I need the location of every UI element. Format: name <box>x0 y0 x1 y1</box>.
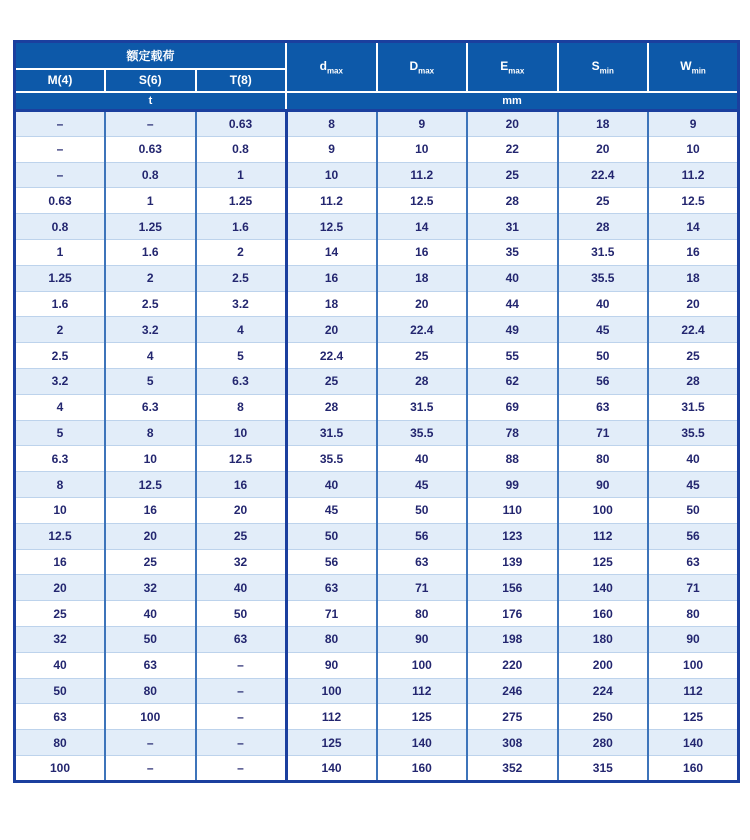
table-cell: 56 <box>648 523 739 549</box>
table-row <box>15 162 739 188</box>
header-group-row <box>15 42 739 69</box>
table-cell: 156 <box>467 575 558 601</box>
table-cell: 25 <box>105 549 196 575</box>
table-cell: – <box>105 111 196 137</box>
table-cell: 140 <box>558 575 649 601</box>
table-cell: 4 <box>196 317 287 343</box>
table-cell: 18 <box>286 291 377 317</box>
table-cell: 16 <box>286 265 377 291</box>
table-cell: 90 <box>377 626 468 652</box>
table-cell: 12.5 <box>15 523 106 549</box>
table-cell: 40 <box>467 265 558 291</box>
table-cell: 63 <box>377 549 468 575</box>
table-cell: 1.25 <box>196 188 287 214</box>
table-row <box>15 497 739 523</box>
table-cell: 45 <box>558 317 649 343</box>
table-cell: 56 <box>286 549 377 575</box>
table-cell: 180 <box>558 626 649 652</box>
table-cell: 16 <box>196 472 287 498</box>
table-cell: 14 <box>648 214 739 240</box>
table-cell: 2 <box>105 265 196 291</box>
table-cell: 99 <box>467 472 558 498</box>
table-cell: 32 <box>196 549 287 575</box>
table-cell: 22.4 <box>286 343 377 369</box>
table-cell: 250 <box>558 704 649 730</box>
table-row <box>15 730 739 756</box>
table-cell: 1.25 <box>105 214 196 240</box>
table-cell: 16 <box>648 239 739 265</box>
table-cell: 12.5 <box>196 446 287 472</box>
table-row <box>15 601 739 627</box>
col-header-E-sub: max <box>508 65 525 75</box>
table-cell: – <box>105 730 196 756</box>
table-cell: 50 <box>377 497 468 523</box>
table-cell: 28 <box>558 214 649 240</box>
table-row <box>15 652 739 678</box>
table-cell: 20 <box>648 291 739 317</box>
table-cell: 32 <box>105 575 196 601</box>
table-cell: 125 <box>648 704 739 730</box>
col-header-W-min <box>648 42 739 92</box>
table-cell: 56 <box>377 523 468 549</box>
table-cell: 50 <box>648 497 739 523</box>
table-cell: 31.5 <box>286 420 377 446</box>
table-cell: 10 <box>105 446 196 472</box>
table-cell: 16 <box>105 497 196 523</box>
table-cell: 63 <box>196 626 287 652</box>
table-row <box>15 368 739 394</box>
table-cell: 315 <box>558 755 649 781</box>
table-cell: 20 <box>377 291 468 317</box>
table-cell: 3.2 <box>105 317 196 343</box>
table-cell: 0.8 <box>196 136 287 162</box>
table-cell: 100 <box>105 704 196 730</box>
table-cell: 125 <box>558 549 649 575</box>
table-cell: 0.63 <box>15 188 106 214</box>
table-cell: 20 <box>467 111 558 137</box>
col-header-E-max <box>467 42 558 92</box>
table-cell: 90 <box>286 652 377 678</box>
table-cell: 8 <box>196 394 287 420</box>
table-cell: 140 <box>648 730 739 756</box>
table-row <box>15 188 739 214</box>
table-cell: 160 <box>377 755 468 781</box>
table-cell: 1.6 <box>196 214 287 240</box>
table-cell: 20 <box>286 317 377 343</box>
table-cell: 1.25 <box>15 265 106 291</box>
table-cell: 10 <box>377 136 468 162</box>
table-body <box>15 111 739 782</box>
col-header-d-sub: max <box>326 65 343 75</box>
table-cell: 0.8 <box>15 214 106 240</box>
table-header <box>15 42 739 111</box>
table-row <box>15 136 739 162</box>
table-row <box>15 575 739 601</box>
table-cell: 90 <box>648 626 739 652</box>
table-cell: 220 <box>467 652 558 678</box>
table-cell: 40 <box>648 446 739 472</box>
table-cell: 224 <box>558 678 649 704</box>
table-cell: 9 <box>648 111 739 137</box>
table-cell: 10 <box>15 497 106 523</box>
table-row <box>15 111 739 137</box>
table-cell: 5 <box>15 420 106 446</box>
table-cell: 6.3 <box>196 368 287 394</box>
table-cell: 10 <box>648 136 739 162</box>
table-cell: 4 <box>105 343 196 369</box>
table-cell: 40 <box>105 601 196 627</box>
table-cell: 198 <box>467 626 558 652</box>
table-cell: 50 <box>286 523 377 549</box>
table-cell: 31.5 <box>377 394 468 420</box>
table-cell: – <box>196 755 287 781</box>
table-row <box>15 239 739 265</box>
table-cell: 80 <box>15 730 106 756</box>
table-cell: 140 <box>377 730 468 756</box>
table-cell: 1 <box>105 188 196 214</box>
table-cell: 20 <box>15 575 106 601</box>
table-cell: 176 <box>467 601 558 627</box>
table-cell: 8 <box>105 420 196 446</box>
table-cell: 20 <box>558 136 649 162</box>
table-cell: 112 <box>648 678 739 704</box>
table-cell: 50 <box>105 626 196 652</box>
table-cell: 308 <box>467 730 558 756</box>
unit-label-t: t <box>15 92 287 111</box>
table-cell: 14 <box>286 239 377 265</box>
table-cell: 112 <box>286 704 377 730</box>
table-cell: 63 <box>648 549 739 575</box>
col-header-D-max <box>377 42 468 92</box>
table-cell: 6.3 <box>15 446 106 472</box>
table-cell: 44 <box>467 291 558 317</box>
table-cell: 80 <box>648 601 739 627</box>
header-unit-row <box>15 92 739 111</box>
table-row <box>15 420 739 446</box>
table-cell: 80 <box>105 678 196 704</box>
spec-table-container <box>13 40 740 783</box>
table-cell: 45 <box>286 497 377 523</box>
table-cell: 25 <box>558 188 649 214</box>
table-cell: 16 <box>15 549 106 575</box>
table-cell: 78 <box>467 420 558 446</box>
table-row <box>15 755 739 781</box>
table-cell: 0.63 <box>196 111 287 137</box>
table-cell: 12.5 <box>105 472 196 498</box>
table-cell: 112 <box>558 523 649 549</box>
table-row <box>15 626 739 652</box>
col-header-S-base: S <box>591 58 600 73</box>
table-cell: 69 <box>467 394 558 420</box>
table-cell: 63 <box>105 652 196 678</box>
table-cell: 50 <box>196 601 287 627</box>
table-cell: 31 <box>467 214 558 240</box>
table-cell: 56 <box>558 368 649 394</box>
table-cell: – <box>15 136 106 162</box>
table-cell: 25 <box>286 368 377 394</box>
table-cell: 2.5 <box>15 343 106 369</box>
unit-label-mm: mm <box>286 92 739 111</box>
table-row <box>15 214 739 240</box>
table-cell: – <box>15 162 106 188</box>
table-cell: 35.5 <box>648 420 739 446</box>
rated-load-group-header: 额定载荷 <box>15 42 287 69</box>
col-header-d-base: d <box>319 58 327 73</box>
table-cell: 9 <box>377 111 468 137</box>
table-cell: 11.2 <box>648 162 739 188</box>
table-cell: 40 <box>286 472 377 498</box>
table-cell: – <box>196 678 287 704</box>
table-cell: 35 <box>467 239 558 265</box>
table-cell: 22.4 <box>558 162 649 188</box>
table-cell: 100 <box>15 755 106 781</box>
col-header-S-sub: min <box>599 65 614 75</box>
table-cell: 11.2 <box>377 162 468 188</box>
table-cell: 275 <box>467 704 558 730</box>
table-cell: 28 <box>286 394 377 420</box>
table-cell: 22.4 <box>377 317 468 343</box>
table-cell: 32 <box>15 626 106 652</box>
col-header-d-max <box>286 42 377 92</box>
table-row <box>15 549 739 575</box>
table-cell: 80 <box>558 446 649 472</box>
table-cell: 5 <box>105 368 196 394</box>
table-cell: 200 <box>558 652 649 678</box>
table-cell: 0.8 <box>105 162 196 188</box>
table-cell: 10 <box>196 420 287 446</box>
table-cell: 100 <box>377 652 468 678</box>
table-cell: 280 <box>558 730 649 756</box>
table-cell: 88 <box>467 446 558 472</box>
table-cell: 25 <box>15 601 106 627</box>
table-cell: 40 <box>558 291 649 317</box>
table-row <box>15 704 739 730</box>
table-cell: 18 <box>648 265 739 291</box>
table-cell: 2.5 <box>196 265 287 291</box>
table-cell: 45 <box>648 472 739 498</box>
table-cell: 71 <box>648 575 739 601</box>
table-cell: 3.2 <box>196 291 287 317</box>
table-cell: 40 <box>377 446 468 472</box>
table-cell: 110 <box>467 497 558 523</box>
table-cell: 28 <box>648 368 739 394</box>
table-cell: 5 <box>196 343 287 369</box>
table-cell: 25 <box>377 343 468 369</box>
table-cell: – <box>196 652 287 678</box>
table-row <box>15 291 739 317</box>
table-cell: 22.4 <box>648 317 739 343</box>
table-cell: 12.5 <box>648 188 739 214</box>
table-cell: 63 <box>558 394 649 420</box>
table-cell: 139 <box>467 549 558 575</box>
table-cell: 40 <box>196 575 287 601</box>
table-cell: 10 <box>286 162 377 188</box>
table-cell: 352 <box>467 755 558 781</box>
table-cell: 160 <box>648 755 739 781</box>
table-cell: 35.5 <box>286 446 377 472</box>
table-row <box>15 343 739 369</box>
table-cell: 50 <box>558 343 649 369</box>
col-header-E-base: E <box>500 58 509 73</box>
col-header-W-sub: min <box>691 65 706 75</box>
table-cell: 112 <box>377 678 468 704</box>
table-cell: 246 <box>467 678 558 704</box>
table-cell: 100 <box>286 678 377 704</box>
table-cell: 28 <box>467 188 558 214</box>
col-header-W-base: W <box>680 58 692 73</box>
table-cell: 12.5 <box>377 188 468 214</box>
table-cell: 100 <box>558 497 649 523</box>
table-row <box>15 523 739 549</box>
table-cell: – <box>15 111 106 137</box>
table-cell: 160 <box>558 601 649 627</box>
table-cell: – <box>196 704 287 730</box>
table-cell: 16 <box>377 239 468 265</box>
table-cell: 18 <box>558 111 649 137</box>
table-cell: 55 <box>467 343 558 369</box>
table-cell: 22 <box>467 136 558 162</box>
table-cell: 20 <box>105 523 196 549</box>
table-cell: 25 <box>648 343 739 369</box>
table-cell: 0.63 <box>105 136 196 162</box>
table-cell: 31.5 <box>648 394 739 420</box>
table-cell: 90 <box>558 472 649 498</box>
table-cell: 63 <box>286 575 377 601</box>
table-cell: 45 <box>377 472 468 498</box>
table-cell: 140 <box>286 755 377 781</box>
table-cell: 9 <box>286 136 377 162</box>
table-cell: 1 <box>15 239 106 265</box>
table-row <box>15 394 739 420</box>
table-cell: 35.5 <box>377 420 468 446</box>
table-cell: 62 <box>467 368 558 394</box>
table-cell: 1.6 <box>15 291 106 317</box>
table-cell: 14 <box>377 214 468 240</box>
table-cell: 6.3 <box>105 394 196 420</box>
table-cell: 25 <box>467 162 558 188</box>
table-cell: 28 <box>377 368 468 394</box>
table-cell: 63 <box>15 704 106 730</box>
table-cell: 4 <box>15 394 106 420</box>
table-cell: 1 <box>196 162 287 188</box>
table-cell: 18 <box>377 265 468 291</box>
table-row <box>15 678 739 704</box>
table-cell: 8 <box>15 472 106 498</box>
rated-load-spec-table <box>13 40 740 783</box>
table-cell: 20 <box>196 497 287 523</box>
table-cell: 35.5 <box>558 265 649 291</box>
table-row <box>15 317 739 343</box>
table-row <box>15 446 739 472</box>
table-cell: – <box>196 730 287 756</box>
col-header-M4: M(4) <box>15 69 106 92</box>
table-cell: 80 <box>286 626 377 652</box>
table-row <box>15 265 739 291</box>
table-cell: 50 <box>15 678 106 704</box>
table-cell: 11.2 <box>286 188 377 214</box>
table-cell: 2 <box>15 317 106 343</box>
table-cell: 25 <box>196 523 287 549</box>
table-cell: 80 <box>377 601 468 627</box>
table-cell: 71 <box>558 420 649 446</box>
table-cell: 125 <box>286 730 377 756</box>
table-cell: 3.2 <box>15 368 106 394</box>
col-header-T8: T(8) <box>196 69 287 92</box>
table-cell: 31.5 <box>558 239 649 265</box>
col-header-S-min <box>558 42 649 92</box>
col-header-D-sub: max <box>418 65 435 75</box>
table-row <box>15 472 739 498</box>
table-cell: – <box>105 755 196 781</box>
table-cell: 12.5 <box>286 214 377 240</box>
col-header-S6: S(6) <box>105 69 196 92</box>
table-cell: 71 <box>286 601 377 627</box>
table-cell: 40 <box>15 652 106 678</box>
table-cell: 71 <box>377 575 468 601</box>
table-cell: 1.6 <box>105 239 196 265</box>
table-cell: 125 <box>377 704 468 730</box>
table-cell: 123 <box>467 523 558 549</box>
table-cell: 2.5 <box>105 291 196 317</box>
col-header-D-base: D <box>409 58 419 73</box>
table-cell: 100 <box>648 652 739 678</box>
table-cell: 2 <box>196 239 287 265</box>
table-cell: 49 <box>467 317 558 343</box>
table-cell: 8 <box>286 111 377 137</box>
